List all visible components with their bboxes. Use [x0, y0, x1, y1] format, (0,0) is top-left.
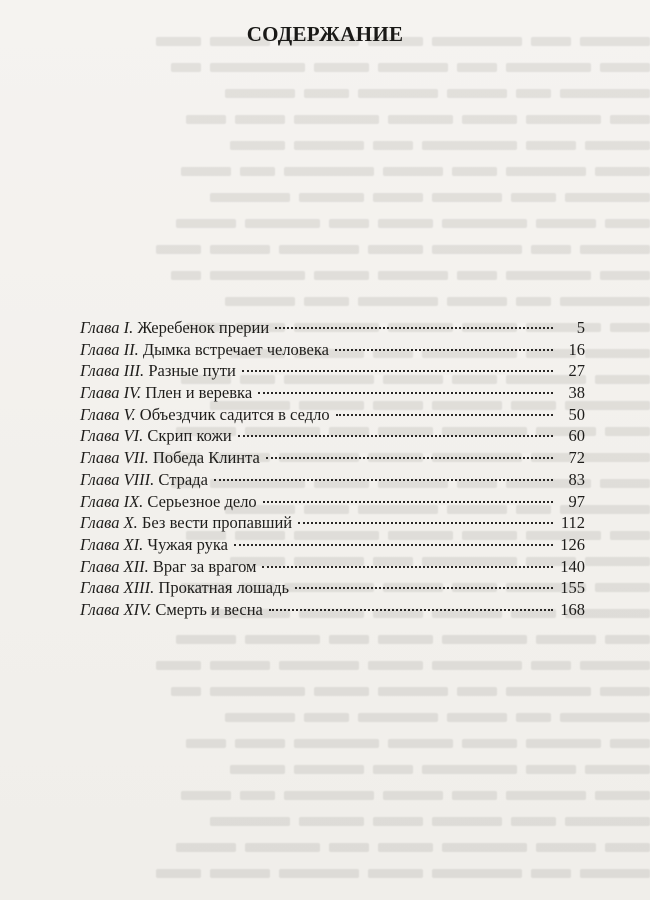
bleed-through-line: [60, 704, 650, 730]
dot-leader: [234, 544, 553, 546]
chapter-number: Глава X.: [80, 513, 138, 533]
chapter-name: Разные пути: [148, 361, 236, 381]
chapter-number: Глава VII.: [80, 448, 149, 468]
toc-entry: [80, 534, 585, 556]
dot-leader: [275, 327, 553, 329]
toc-entry: [80, 491, 585, 513]
chapter-name: Без вести пропавший: [141, 513, 293, 533]
chapter-title: [80, 512, 292, 534]
page-number: 97: [568, 491, 585, 511]
bleed-through-line: [60, 262, 650, 288]
chapter-title: [80, 447, 260, 469]
chapter-number: Глава XIV.: [80, 599, 152, 619]
chapter-name: Серьезное дело: [147, 491, 257, 511]
chapter-number: Глава IV.: [80, 383, 142, 403]
toc-entry: [80, 469, 585, 491]
dot-leader: [269, 609, 553, 611]
bleed-through-line: [60, 808, 650, 834]
bleed-through-line: [60, 236, 650, 262]
toc-entry: [80, 404, 585, 426]
chapter-title: [80, 491, 257, 513]
bleed-through-line: [60, 132, 650, 158]
chapter-title: [80, 339, 329, 361]
chapter-title: [80, 577, 289, 599]
chapter-name: Победа Клинта: [152, 448, 260, 468]
chapter-number: Глава XIII.: [80, 578, 155, 598]
chapter-number: Глава VI.: [80, 426, 144, 446]
bleed-through-line: [60, 184, 650, 210]
dot-leader: [214, 479, 553, 481]
page-title: СОДЕРЖАНИЕ: [246, 22, 404, 46]
chapter-number: Глава XI.: [80, 534, 144, 554]
chapter-title: [80, 534, 228, 556]
chapter-number: Глава IX.: [80, 491, 144, 511]
chapter-name: Враг за врагом: [152, 556, 257, 576]
toc-entry: [80, 556, 585, 578]
bleed-through-line: [60, 106, 650, 132]
page-number: 126: [560, 534, 585, 554]
page-number: 155: [560, 578, 585, 598]
chapter-name: Плен и веревка: [145, 383, 253, 403]
chapter-name: Жеребенок прерии: [137, 318, 270, 337]
page-number: 72: [568, 448, 585, 468]
toc-entry: [80, 577, 585, 599]
bleed-through-line: [60, 834, 650, 860]
dot-leader: [335, 349, 553, 351]
page-number: 38: [568, 383, 585, 403]
bleed-through-line: [60, 860, 650, 886]
dot-leader: [242, 370, 553, 372]
page-number: 112: [560, 513, 585, 533]
bleed-through-line: [60, 652, 650, 678]
chapter-title: [80, 382, 252, 404]
bleed-through-line: [60, 782, 650, 808]
chapter-name: Прокатная лошадь: [158, 578, 289, 598]
toc-entry: [80, 512, 585, 534]
chapter-name: Страда: [158, 469, 208, 489]
chapter-number: Глава I.: [80, 318, 134, 337]
page-number: 168: [560, 599, 585, 619]
toc-entry: [80, 360, 585, 382]
chapter-title: [80, 317, 269, 339]
dot-leader: [262, 566, 553, 568]
bleed-through-line: [60, 756, 650, 782]
toc-entry: [80, 339, 585, 361]
toc-entry: [80, 599, 585, 621]
chapter-title: [80, 599, 263, 621]
bleed-through-line: [60, 730, 650, 756]
dot-leader: [266, 457, 553, 459]
bleed-through-line: [60, 54, 650, 80]
dot-leader: [258, 392, 553, 394]
bleed-through-line: [60, 288, 650, 314]
toc-entry: [80, 425, 585, 447]
toc-entry: [80, 447, 585, 469]
chapter-name: Чужая рука: [147, 534, 228, 554]
bleed-through-line: [60, 158, 650, 184]
dot-leader: [295, 587, 553, 589]
dot-leader: [263, 501, 553, 503]
bleed-through-line: [60, 678, 650, 704]
page-number: 5: [576, 318, 585, 337]
chapter-number: Глава III.: [80, 361, 145, 381]
toc-entry: [80, 317, 585, 339]
chapter-number: Глава II.: [80, 339, 139, 359]
chapter-title: [80, 469, 208, 491]
chapter-number: Глава V.: [80, 404, 136, 424]
page-number: 60: [568, 426, 585, 446]
bleed-through-line: [60, 210, 650, 236]
chapter-name: Смерть и весна: [155, 599, 263, 619]
bleed-through-line: [60, 626, 650, 652]
chapter-number: Глава VIII.: [80, 469, 155, 489]
dot-leader: [238, 435, 553, 437]
chapter-number: Глава XII.: [80, 556, 149, 576]
chapter-title: [80, 360, 236, 382]
dot-leader: [298, 522, 553, 524]
chapter-title: [80, 556, 256, 578]
chapter-title: [80, 404, 330, 426]
chapter-name: Скрип кожи: [147, 426, 232, 446]
toc-entry: [80, 382, 585, 404]
table-of-contents: [80, 317, 585, 621]
page-number: 50: [568, 404, 585, 424]
page-number: 140: [560, 556, 585, 576]
page-number: 83: [568, 469, 585, 489]
chapter-name: Объездчик садится в седло: [139, 404, 330, 424]
chapter-title: [80, 425, 232, 447]
page-number: 27: [568, 361, 585, 381]
bleed-through-line: [60, 80, 650, 106]
page-number: 16: [568, 339, 585, 359]
dot-leader: [336, 414, 553, 416]
chapter-name: Дымка встречает человека: [142, 339, 329, 359]
